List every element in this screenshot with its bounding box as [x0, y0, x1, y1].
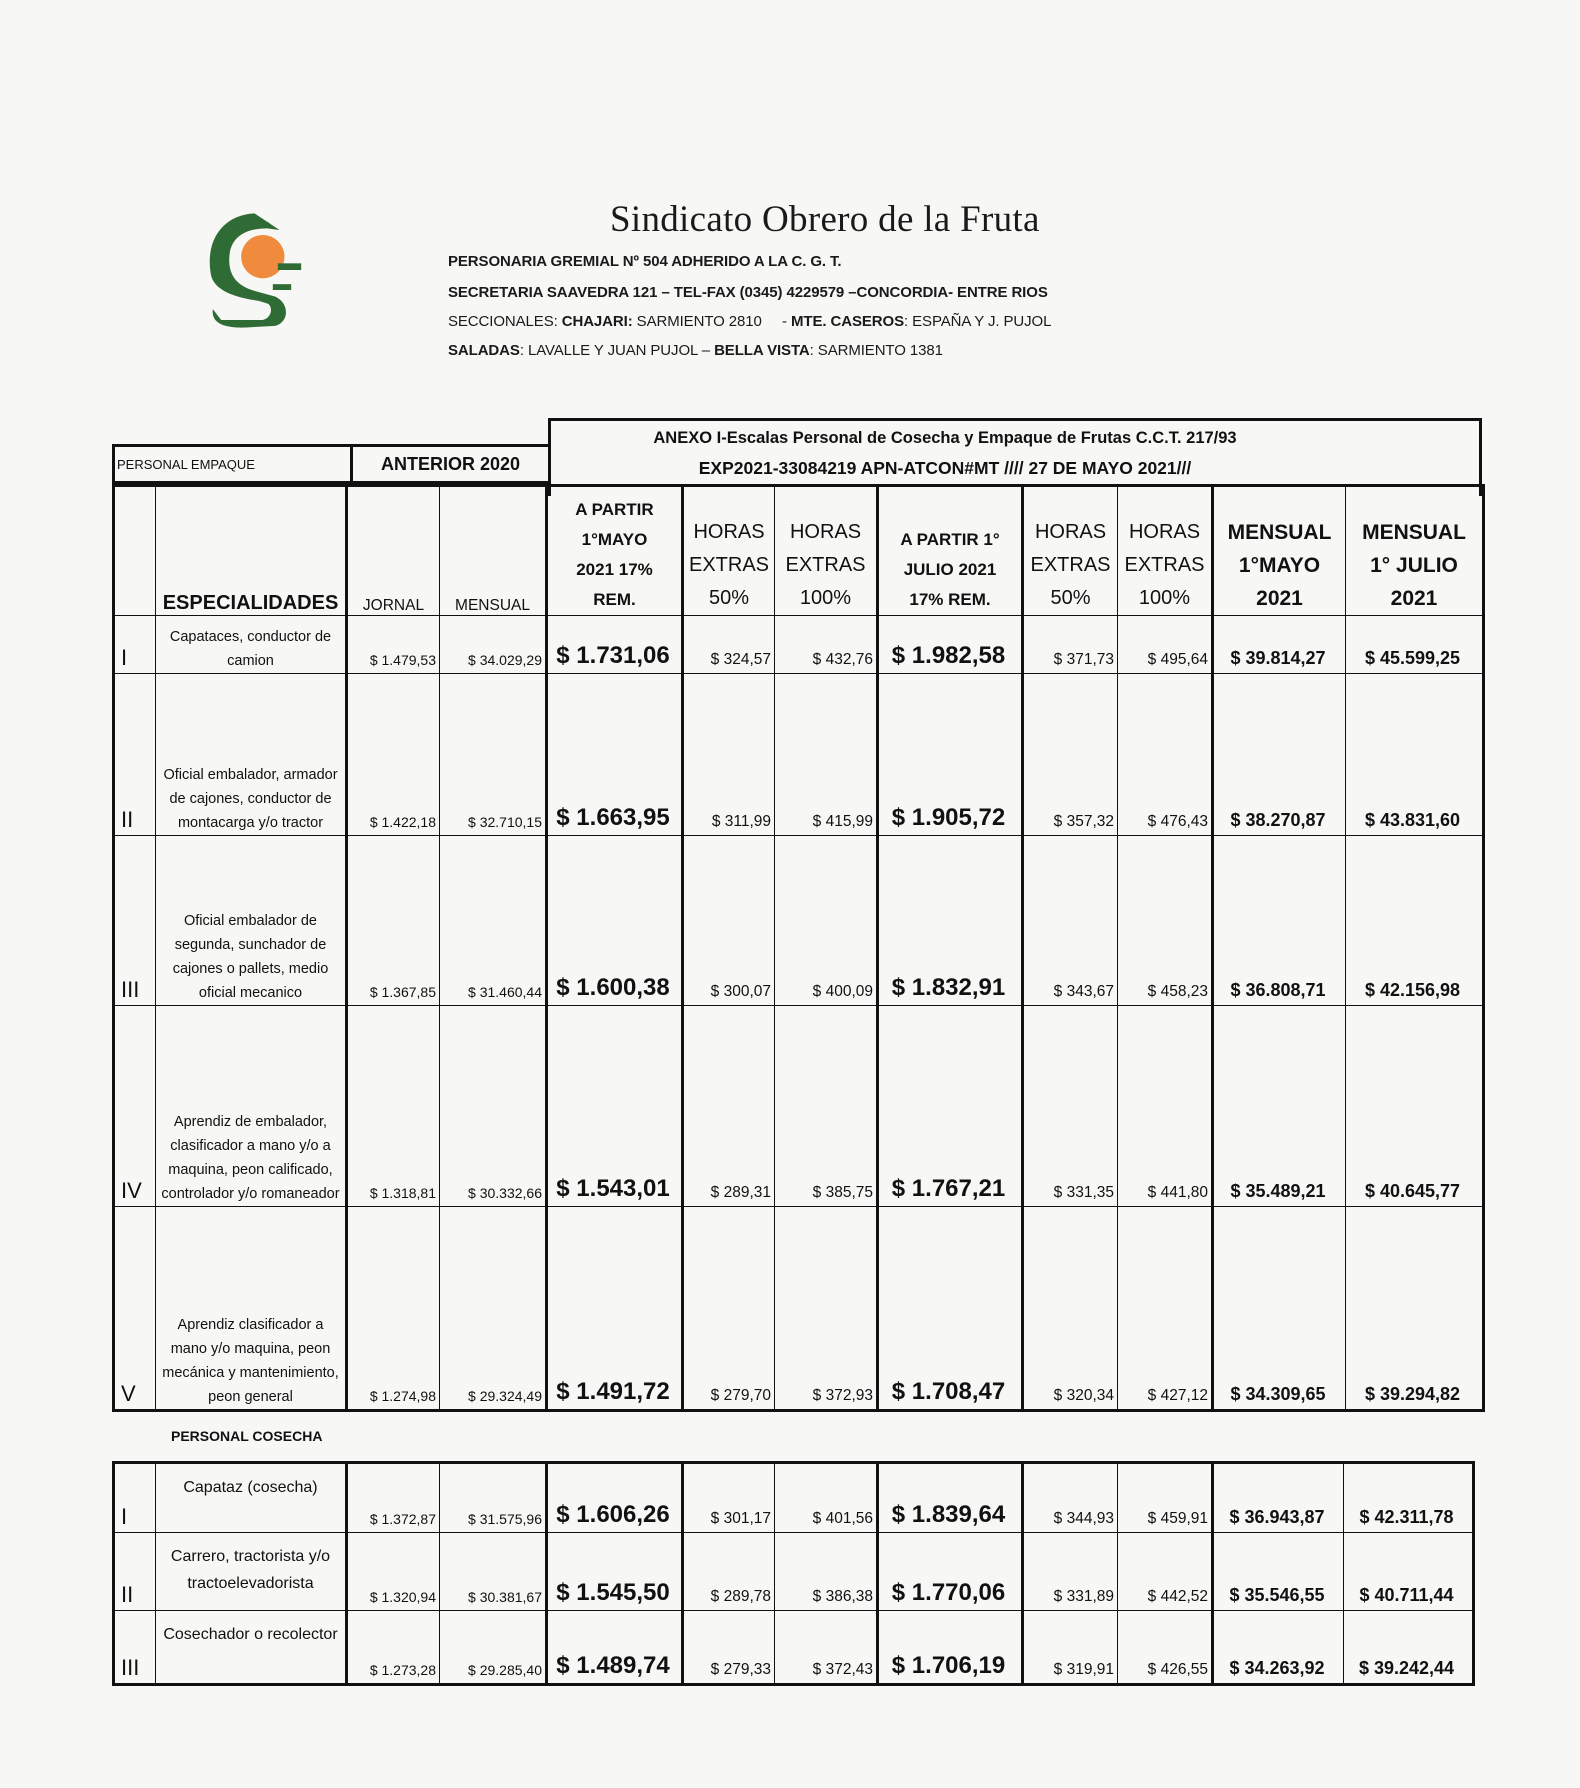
bella-vista-label: BELLA VISTA	[714, 342, 810, 359]
cell-mensual-mayo: $ 35.489,21	[1213, 1006, 1346, 1207]
table-row	[114, 1006, 1484, 1207]
cell-jornal: $ 1.367,85	[347, 836, 440, 1006]
cell-julio: $ 1.708,47	[878, 1207, 1023, 1411]
header-jornal: JORNAL	[347, 486, 440, 616]
cell-mensual-julio: $ 42.156,98	[1346, 836, 1484, 1006]
header-he100-mayo-l1: HORAS	[789, 521, 862, 543]
cell-mensual: $ 32.710,15	[440, 674, 547, 836]
caseros-address: : ESPAÑA Y J. PUJOL	[904, 313, 1052, 330]
cell-mensual-mayo: $ 39.814,27	[1213, 616, 1346, 674]
cell-mensual: $ 29.324,49	[440, 1207, 547, 1411]
cell-mensual: $ 31.575,96	[440, 1463, 547, 1533]
cell-mensual: $ 30.332,66	[440, 1006, 547, 1207]
header-he100-julio-l1: HORAS	[1128, 521, 1201, 543]
personal-cosecha-label: PERSONAL COSECHA	[171, 1428, 323, 1444]
cell-he50-mayo: $ 279,70	[683, 1207, 775, 1411]
table-row	[114, 1611, 1474, 1685]
header-julio-l3: 17% REM.	[909, 590, 991, 609]
header-mayo	[547, 486, 683, 616]
cell-mayo: $ 1.545,50	[547, 1533, 683, 1611]
org-name: Sindicato Obrero de la Fruta	[610, 199, 1040, 240]
cell-he100-julio: $ 427,12	[1118, 1207, 1213, 1411]
header-he50-mayo	[683, 486, 775, 616]
header-he100-julio-l3: 100%	[1138, 587, 1191, 609]
cell-he100-mayo: $ 372,43	[775, 1611, 878, 1685]
annex-subtitle: EXP2021-33084219 APN-ATCON#MT //// 27 DE MAYO 2021///	[698, 458, 1192, 478]
cell-mensual-mayo: $ 36.808,71	[1213, 836, 1346, 1006]
cell-cat: II	[114, 674, 156, 836]
cell-mensual-julio: $ 43.831,60	[1346, 674, 1484, 836]
cell-mensual-julio: $ 45.599,25	[1346, 616, 1484, 674]
chajari-label: CHAJARI:	[561, 313, 633, 330]
table-row	[114, 674, 1484, 836]
cell-spec: Capataces, conductor de camion	[156, 616, 347, 674]
cell-spec: Oficial embalador, armador de cajones, conductor de montacarga y/o tractor	[156, 674, 347, 836]
org-line-seccionales	[448, 313, 1051, 330]
header-he50-julio-l3: 50%	[1050, 587, 1091, 609]
cell-mayo: $ 1.600,38	[547, 836, 683, 1006]
header-he100-mayo-l2: EXTRAS	[785, 554, 866, 576]
cell-mayo: $ 1.731,06	[547, 616, 683, 674]
header-mayo-l3: 2021 17%	[576, 560, 653, 579]
cell-jornal: $ 1.422,18	[347, 674, 440, 836]
cell-mensual-mayo: $ 34.309,65	[1213, 1207, 1346, 1411]
cell-mensual-julio: $ 39.242,44	[1344, 1611, 1474, 1685]
cell-spec: Aprendiz de embalador, clasificador a mano y/o a maquina, peon calificado, controlador y/o romaneador	[156, 1006, 347, 1207]
cell-cat: IV	[114, 1006, 156, 1207]
header-julio-l1: A PARTIR 1°	[900, 530, 1000, 549]
cell-julio: $ 1.832,91	[878, 836, 1023, 1006]
table-row	[114, 836, 1484, 1006]
header-mensual-julio-l1: MENSUAL	[1362, 521, 1466, 544]
cell-cat: I	[114, 1463, 156, 1533]
header-he100-julio-l2: EXTRAS	[1124, 554, 1205, 576]
header-he100-julio	[1118, 486, 1213, 616]
cell-he50-julio: $ 343,67	[1023, 836, 1118, 1006]
cell-he50-julio: $ 357,32	[1023, 674, 1118, 836]
cell-mensual-julio: $ 42.311,78	[1344, 1463, 1474, 1533]
org-line-personeria: PERSONARIA GREMIAL Nº 504 ADHERIDO A LA C. G. T.	[448, 253, 842, 270]
cell-he100-julio: $ 442,52	[1118, 1533, 1213, 1611]
header-he50-mayo-l2: EXTRAS	[688, 554, 770, 576]
cell-he50-mayo: $ 289,78	[683, 1533, 775, 1611]
cell-julio: $ 1.770,06	[878, 1533, 1023, 1611]
header-he50-julio-l2: EXTRAS	[1030, 554, 1111, 576]
chajari-address: SARMIENTO 2810 -	[632, 313, 792, 330]
cell-mensual-julio: $ 40.645,77	[1346, 1006, 1484, 1207]
cell-cat: III	[114, 1611, 156, 1685]
cell-he50-mayo: $ 279,33	[683, 1611, 775, 1685]
table-row	[114, 1207, 1484, 1411]
table-row	[114, 616, 1484, 674]
cell-he50-julio: $ 331,35	[1023, 1006, 1118, 1207]
anterior-2020-label: ANTERIOR 2020	[380, 453, 521, 474]
header-mensual-mayo-l1: MENSUAL	[1227, 521, 1332, 544]
union-logo	[192, 205, 317, 330]
cell-he50-mayo: $ 289,31	[683, 1006, 775, 1207]
column-header-row	[114, 486, 1484, 616]
header-mensual-mayo-l3: 2021	[1256, 587, 1303, 610]
cell-spec: Carrero, tractorista y/o tractoelevadorista	[156, 1533, 347, 1611]
header-he50-julio-l1: HORAS	[1034, 521, 1107, 543]
cell-julio: $ 1.767,21	[878, 1006, 1023, 1207]
cell-jornal: $ 1.273,28	[347, 1611, 440, 1685]
cell-he100-mayo: $ 415,99	[775, 674, 878, 836]
cell-he50-mayo: $ 311,99	[683, 674, 775, 836]
cell-jornal: $ 1.320,94	[347, 1533, 440, 1611]
header-mensual: MENSUAL	[440, 486, 547, 616]
table-row	[114, 1533, 1474, 1611]
cell-he100-julio: $ 458,23	[1118, 836, 1213, 1006]
cell-he100-mayo: $ 432,76	[775, 616, 878, 674]
cell-he50-julio: $ 319,91	[1023, 1611, 1118, 1685]
header-he100-mayo	[775, 486, 878, 616]
cell-jornal: $ 1.479,53	[347, 616, 440, 674]
logo-orange-icon	[241, 235, 284, 278]
cell-julio: $ 1.905,72	[878, 674, 1023, 836]
cell-cat: I	[114, 616, 156, 674]
org-line-secretaria: SECRETARIA SAAVEDRA 121 – TEL-FAX (0345) 4229579 –CONCORDIA- ENTRE RIOS	[448, 284, 1048, 301]
annex-title: ANEXO I-Escalas Personal de Cosecha y Empaque de Frutas C.C.T. 217/93	[653, 429, 1237, 447]
cell-he100-mayo: $ 372,93	[775, 1207, 878, 1411]
seccionales-prefix: SECCIONALES:	[448, 313, 562, 330]
header-julio	[878, 486, 1023, 616]
cell-he50-julio: $ 344,93	[1023, 1463, 1118, 1533]
cell-he50-mayo: $ 300,07	[683, 836, 775, 1006]
bella-vista-address: : SARMIENTO 1381	[809, 342, 943, 359]
cell-spec: Cosechador o recolector	[156, 1611, 347, 1685]
saladas-address: : LAVALLE Y JUAN PUJOL –	[519, 342, 715, 359]
cosecha-table	[112, 1461, 1475, 1686]
header-mensual-julio-l3: 2021	[1390, 587, 1438, 610]
empaque-table	[112, 484, 1485, 1412]
cell-mayo: $ 1.606,26	[547, 1463, 683, 1533]
header-mensual-mayo	[1213, 486, 1346, 616]
cell-mensual-julio: $ 40.711,44	[1344, 1533, 1474, 1611]
header-he50-julio	[1023, 486, 1118, 616]
cell-jornal: $ 1.372,87	[347, 1463, 440, 1533]
cell-spec: Capataz (cosecha)	[156, 1463, 347, 1533]
cell-mensual-julio: $ 39.294,82	[1346, 1207, 1484, 1411]
org-line-saladas	[448, 342, 943, 359]
cell-he100-julio: $ 495,64	[1118, 616, 1213, 674]
cell-mayo: $ 1.543,01	[547, 1006, 683, 1207]
cell-he100-mayo: $ 385,75	[775, 1006, 878, 1207]
header-mensual-julio-l2: 1° JULIO	[1370, 554, 1458, 577]
header-mayo-l1: A PARTIR	[575, 500, 654, 519]
cell-mayo: $ 1.663,95	[547, 674, 683, 836]
header-mayo-l2: 1°MAYO	[581, 530, 648, 549]
cell-cat: V	[114, 1207, 156, 1411]
cell-mensual: $ 29.285,40	[440, 1611, 547, 1685]
cell-mensual: $ 31.460,44	[440, 836, 547, 1006]
header-julio-l2: JULIO 2021	[903, 560, 997, 579]
cell-he100-mayo: $ 400,09	[775, 836, 878, 1006]
cell-mensual-mayo: $ 34.263,92	[1213, 1611, 1344, 1685]
cell-mayo: $ 1.491,72	[547, 1207, 683, 1411]
cell-spec: Oficial embalador de segunda, sunchador de cajones o pallets, medio oficial mecanico	[156, 836, 347, 1006]
cell-mayo: $ 1.489,74	[547, 1611, 683, 1685]
cell-julio: $ 1.839,64	[878, 1463, 1023, 1533]
caseros-label: MTE. CASEROS	[791, 313, 904, 330]
cell-he50-julio: $ 320,34	[1023, 1207, 1118, 1411]
cell-he50-mayo: $ 324,57	[683, 616, 775, 674]
cell-jornal: $ 1.274,98	[347, 1207, 440, 1411]
header-mensual-mayo-l2: 1°MAYO	[1238, 554, 1321, 577]
cell-spec: Aprendiz clasificador a mano y/o maquina, peon mecánica y mantenimiento, peon general	[156, 1207, 347, 1411]
cell-mensual-mayo: $ 36.943,87	[1213, 1463, 1344, 1533]
cell-he100-julio: $ 441,80	[1118, 1006, 1213, 1207]
cell-jornal: $ 1.318,81	[347, 1006, 440, 1207]
header-mayo-l4: REM.	[593, 590, 636, 609]
saladas-label: SALADAS	[448, 342, 520, 359]
cell-he50-julio: $ 371,73	[1023, 616, 1118, 674]
cell-cat: II	[114, 1533, 156, 1611]
header-cat	[114, 486, 156, 616]
cell-mensual-mayo: $ 38.270,87	[1213, 674, 1346, 836]
header-he50-mayo-l1: HORAS	[693, 521, 765, 543]
cell-he50-mayo: $ 301,17	[683, 1463, 775, 1533]
table-row	[114, 1463, 1474, 1533]
cell-he100-mayo: $ 386,38	[775, 1533, 878, 1611]
header-he100-mayo-l3: 100%	[799, 587, 852, 609]
cosecha-body	[114, 1463, 1474, 1685]
cell-julio: $ 1.982,58	[878, 616, 1023, 674]
cell-mensual: $ 34.029,29	[440, 616, 547, 674]
header-especialidades: ESPECIALIDADES	[156, 486, 347, 616]
header-mensual-julio	[1346, 486, 1484, 616]
cell-mensual-mayo: $ 35.546,55	[1213, 1533, 1344, 1611]
personal-empaque-label: PERSONAL EMPAQUE	[115, 447, 353, 481]
top-left-header	[112, 444, 548, 484]
cell-julio: $ 1.706,19	[878, 1611, 1023, 1685]
empaque-body	[114, 616, 1484, 1411]
cell-he100-julio: $ 476,43	[1118, 674, 1213, 836]
cell-cat: III	[114, 836, 156, 1006]
cell-he100-julio: $ 459,91	[1118, 1463, 1213, 1533]
cell-mensual: $ 30.381,67	[440, 1533, 547, 1611]
cell-he50-julio: $ 331,89	[1023, 1533, 1118, 1611]
cell-he100-mayo: $ 401,56	[775, 1463, 878, 1533]
cell-he100-julio: $ 426,55	[1118, 1611, 1213, 1685]
header-he50-mayo-l3: 50%	[708, 587, 750, 609]
